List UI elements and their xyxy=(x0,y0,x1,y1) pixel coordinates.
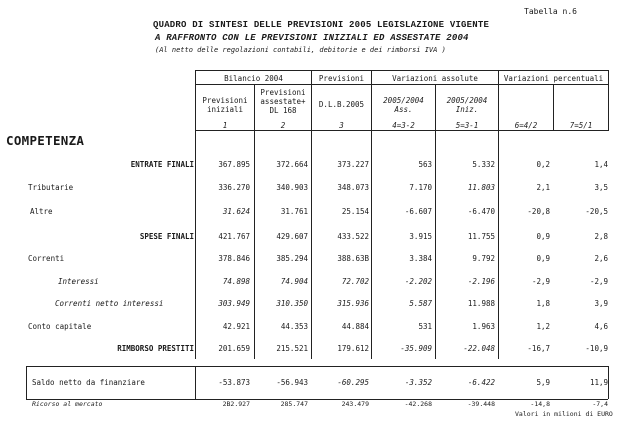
cell-r4-c3: 388.63B xyxy=(337,254,369,263)
saldo-box-right xyxy=(608,366,609,399)
col-index-2: 2 xyxy=(280,121,286,130)
cell-r9-c7: 11,9 xyxy=(589,378,608,387)
cell-r3-c5: 11.755 xyxy=(467,232,495,241)
col-header-2005-2004-ass: 2005/2004 Ass. xyxy=(383,96,424,114)
row-label-saldo-netto: Saldo netto da finanziare xyxy=(32,378,145,387)
row-label-correnti-netto-interessi: Correnti netto interessi xyxy=(55,299,164,308)
row-label-spese-finali: SPESE FINALI xyxy=(139,232,194,241)
cell-r8-c5: -22.048 xyxy=(463,344,495,353)
cell-r2-c6: -20,8 xyxy=(527,207,550,216)
cell-r10-c7: -7,4 xyxy=(592,400,608,408)
cell-r6-c3: 315.936 xyxy=(337,299,369,308)
cell-r10-c6: -14,8 xyxy=(530,400,550,408)
section-competenza: COMPETENZA xyxy=(6,133,85,148)
row-label-tributarie: Tributarie xyxy=(28,183,74,192)
subtitle: (Al netto delle regolazioni contabili, debitorie e dei rimborsi IVA ) xyxy=(155,46,446,54)
header-variazioni-percentuali: Variazioni percentuali xyxy=(503,74,604,83)
header-bilancio-2004: Bilancio 2004 xyxy=(224,74,283,83)
col-index-1: 1 xyxy=(222,121,228,130)
cell-r10-c4: -42.268 xyxy=(404,400,432,408)
body-vline-3 xyxy=(371,131,372,359)
title-line-2: A RAFFRONTO CON LE PREVISIONI INIZIALI ED ASSESTATE 2004 xyxy=(155,33,469,43)
cell-r3-c4: 3.915 xyxy=(409,232,432,241)
cell-r7-c6: 1,2 xyxy=(536,322,550,331)
body-vline-4 xyxy=(435,131,436,359)
cell-r3-c7: 2,8 xyxy=(594,232,608,241)
header-vline-7 xyxy=(608,70,609,130)
cell-r7-c4: 531 xyxy=(418,322,432,331)
col-header-previsioni-assestate: Previsioni assestate+ DL 168 xyxy=(260,88,306,115)
cell-r5-c7: -2,9 xyxy=(589,277,608,286)
cell-r2-c1: 31.624 xyxy=(222,207,250,216)
cell-r6-c2: 310.350 xyxy=(276,299,308,308)
cell-r0-c7: 1,4 xyxy=(594,160,608,169)
col-index-3: 3 xyxy=(339,121,344,130)
cell-r8-c4: -35.909 xyxy=(400,344,432,353)
cell-r2-c4: -6.607 xyxy=(404,207,432,216)
cell-r6-c7: 3,9 xyxy=(594,299,608,308)
cell-r8-c7: -10,9 xyxy=(585,344,608,353)
cell-r9-c3: -60.295 xyxy=(337,378,369,387)
cell-r6-c6: 1,8 xyxy=(536,299,550,308)
cell-r1-c2: 340.903 xyxy=(276,183,308,192)
cell-r0-c3: 373.227 xyxy=(337,160,369,169)
cell-r5-c5: -2.196 xyxy=(467,277,495,286)
col-index-4: 4=3-2 xyxy=(392,121,415,130)
cell-r0-c5: 5.332 xyxy=(472,160,495,169)
cell-r1-c5: 11.803 xyxy=(467,183,495,192)
cell-r5-c6: -2,9 xyxy=(531,277,550,286)
col-index-5: 5=3-1 xyxy=(455,121,479,130)
cell-r7-c1: 42.921 xyxy=(222,322,250,331)
cell-r9-c6: 5,9 xyxy=(536,378,550,387)
cell-r2-c2: 31.761 xyxy=(280,207,308,216)
cell-r7-c7: 4,6 xyxy=(594,322,608,331)
cell-r6-c1: 303.949 xyxy=(218,299,250,308)
cell-r1-c3: 348.073 xyxy=(337,183,369,192)
cell-r7-c5: 1.963 xyxy=(472,322,495,331)
cell-r8-c1: 201.659 xyxy=(218,344,250,353)
cell-r6-c4: 5.587 xyxy=(409,299,432,308)
cell-r0-c2: 372.664 xyxy=(276,160,308,169)
cell-r2-c5: -6.470 xyxy=(467,207,495,216)
cell-r4-c1: 378.846 xyxy=(218,254,250,263)
cell-r5-c3: 72.702 xyxy=(341,277,369,286)
cell-r5-c2: 74.904 xyxy=(280,277,308,286)
row-label-altre: Altre xyxy=(30,207,53,216)
cell-r8-c6: -16,7 xyxy=(527,344,550,353)
cell-r4-c4: 3.384 xyxy=(409,254,432,263)
col-header-previsioni-iniziali: Previsioni iniziali xyxy=(202,96,248,114)
row-label-interessi: Interessi xyxy=(58,277,99,286)
cell-r1-c6: 2,1 xyxy=(536,183,550,192)
cell-r4-c6: 0,9 xyxy=(536,254,550,263)
cell-r10-c5: -39.448 xyxy=(467,400,495,408)
cell-r3-c2: 429.607 xyxy=(276,232,308,241)
cell-r5-c1: 74.898 xyxy=(222,277,250,286)
col-index-7: 7=5/1 xyxy=(569,121,593,130)
cell-r7-c2: 44.353 xyxy=(280,322,308,331)
header-previsioni: Previsioni xyxy=(318,74,365,83)
table-number: Tabella n.6 xyxy=(524,7,577,16)
body-vline-2 xyxy=(311,131,312,359)
cell-r1-c1: 336.270 xyxy=(218,183,250,192)
footer-note: Valori in milioni di EURO xyxy=(515,410,613,418)
col-header-dlb-2005: D.L.B.2005 xyxy=(318,100,365,109)
cell-r0-c1: 367.895 xyxy=(218,160,250,169)
row-label-ricorso-mercato: Ricorso al mercato xyxy=(32,400,103,408)
row-label-entrate-finali: ENTRATE FINALI xyxy=(130,160,194,169)
cell-r3-c3: 433.522 xyxy=(337,232,369,241)
cell-r0-c4: 563 xyxy=(418,160,432,169)
cell-r4-c7: 2,6 xyxy=(594,254,608,263)
cell-r8-c2: 215.521 xyxy=(276,344,308,353)
header-top-rule xyxy=(195,70,609,71)
header-bottom-rule xyxy=(195,130,609,131)
cell-r9-c5: -6.422 xyxy=(467,378,495,387)
saldo-box-top xyxy=(26,366,608,367)
cell-r1-c7: 3,5 xyxy=(594,183,608,192)
cell-r1-c4: 7.170 xyxy=(409,183,432,192)
cell-r10-c1: 2B2.927 xyxy=(222,400,250,408)
cell-r5-c4: -2.202 xyxy=(404,277,432,286)
cell-r4-c2: 385.294 xyxy=(276,254,308,263)
cell-r9-c2: -56.943 xyxy=(276,378,308,387)
saldo-box-left xyxy=(26,366,27,399)
cell-r10-c2: 285.747 xyxy=(280,400,308,408)
row-label-rimborso-prestiti: RIMBORSO PRESTITI xyxy=(117,344,194,353)
cell-r9-c1: -53.873 xyxy=(218,378,250,387)
header-variazioni-assolute: Variazioni assolute xyxy=(392,74,478,83)
cell-r0-c6: 0,2 xyxy=(536,160,550,169)
cell-r4-c5: 9.792 xyxy=(472,254,495,263)
cell-r8-c3: 179.612 xyxy=(337,344,369,353)
cell-r7-c3: 44.884 xyxy=(341,322,369,331)
cell-r10-c3: 243.479 xyxy=(341,400,369,408)
cell-r2-c3: 25.154 xyxy=(341,207,369,216)
header-mid-rule xyxy=(195,84,609,85)
title-line-1: QUADRO DI SINTESI DELLE PREVISIONI 2005 LEGISLAZIONE VIGENTE xyxy=(153,20,490,30)
cell-r3-c1: 421.767 xyxy=(218,232,250,241)
cell-r3-c6: 0,9 xyxy=(536,232,550,241)
row-label-conto-capitale: Conto capitale xyxy=(28,322,92,331)
cell-r2-c7: -20,5 xyxy=(585,207,608,216)
cell-r9-c4: -3.352 xyxy=(404,378,432,387)
cell-r6-c5: 11.988 xyxy=(467,299,495,308)
col-header-2005-2004-iniz: 2005/2004 Iniz. xyxy=(446,96,488,114)
col-index-6: 6=4/2 xyxy=(514,121,538,130)
row-label-correnti: Correnti xyxy=(28,254,65,263)
